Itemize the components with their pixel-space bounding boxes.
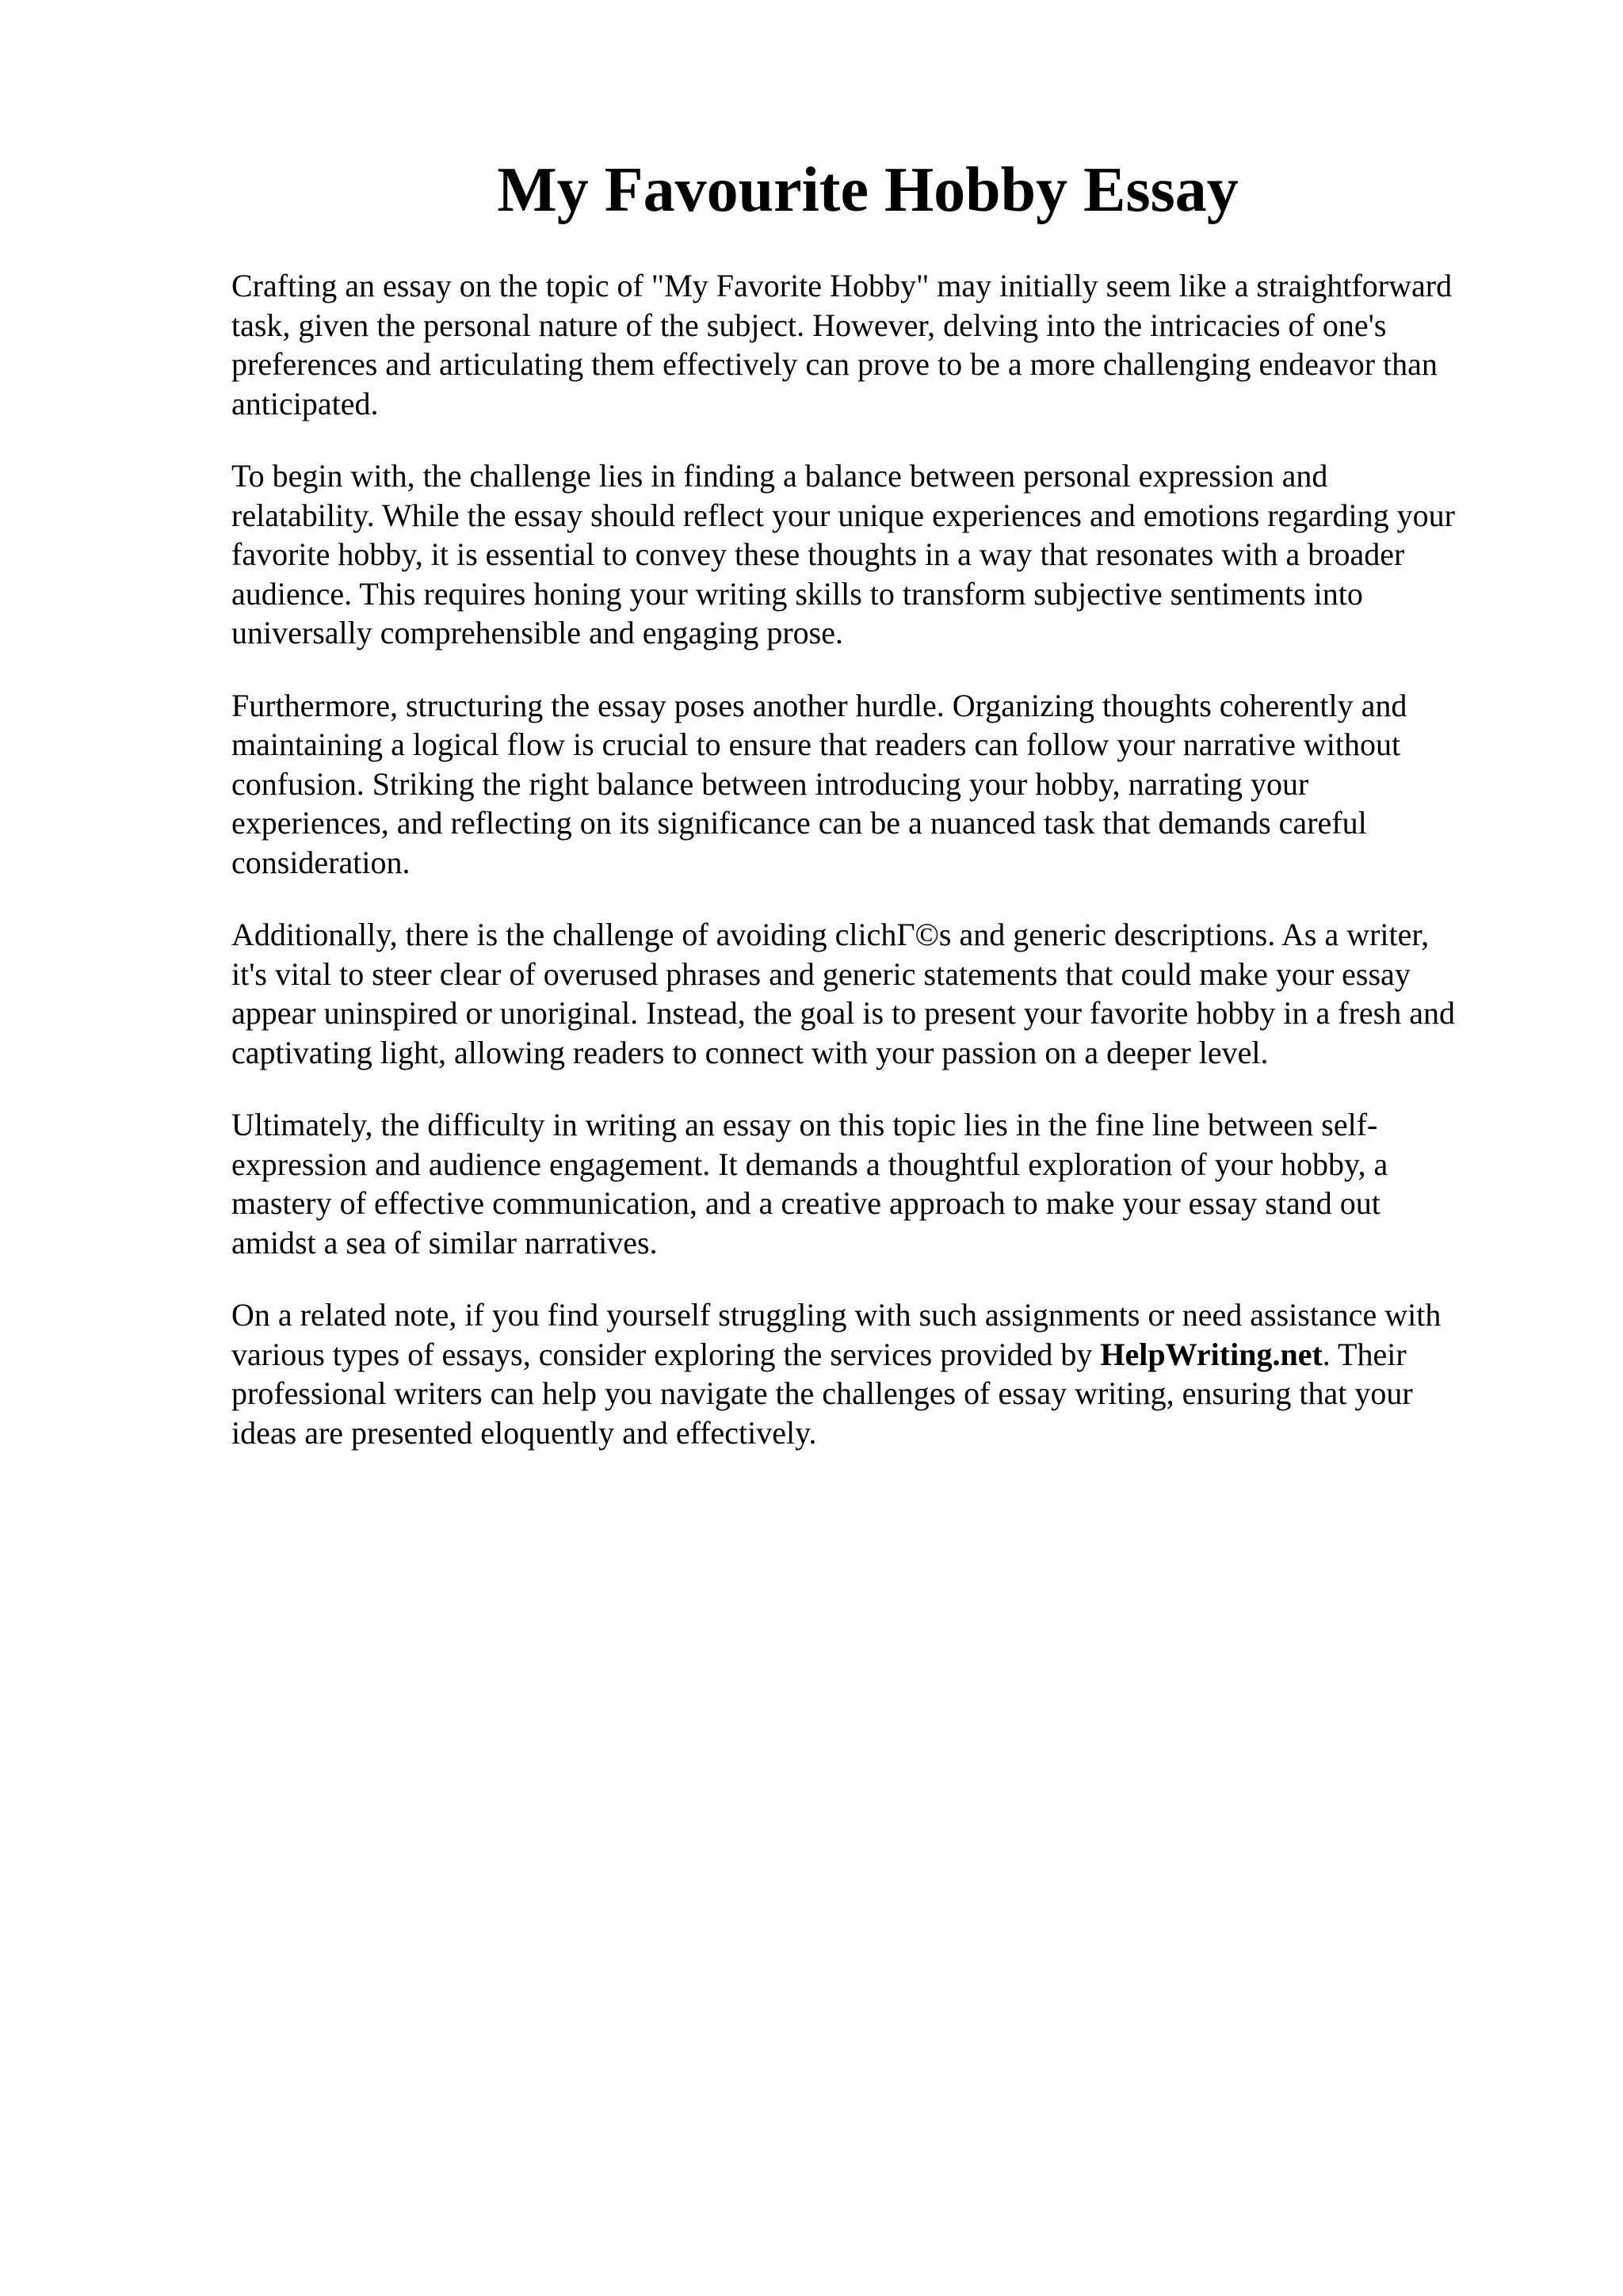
text-segment: various types of essays, consider exploring the services provided by (231, 1336, 1101, 1372)
text-line: experiences, and reflecting on its significance can be a nuanced task that demands careful (231, 805, 1367, 841)
text-line: preferences and articulating them effectively can prove to be a more challenging endeavor than (231, 346, 1438, 382)
text-line: ideas are presented eloquently and effectively. (231, 1414, 817, 1451)
paragraph-4 (231, 915, 1507, 1072)
paragraph-6 (231, 1295, 1507, 1452)
text-line: On a related note, if you find yourself struggling with such assignments or need assistance with (231, 1297, 1442, 1333)
paragraph-1 (231, 266, 1507, 423)
text-line: favorite hobby, it is essential to convey these thoughts in a way that resonates with a broader (231, 536, 1405, 572)
text-line: captivating light, allowing readers to connect with your passion on a deeper level. (231, 1034, 1269, 1070)
text-line: task, given the personal nature of the subject. However, delving into the intricacies of one's (231, 307, 1387, 343)
text-line: it's vital to steer clear of overused phrases and generic statements that could make your essay (231, 955, 1411, 992)
text-line: audience. This requires honing your writing skills to transform subjective sentiments into (231, 575, 1363, 612)
text-line: universally comprehensible and engaging prose. (231, 615, 843, 650)
text-line: Additionally, there is the challenge of avoiding clichΓ©s and generic descriptions. As a writer, (231, 917, 1430, 952)
text-line: professional writers can help you navigate the challenges of essay writing, ensuring that your (231, 1375, 1413, 1411)
text-line: To begin with, the challenge lies in finding a balance between personal expression and (231, 458, 1328, 494)
text-line: relatability. While the essay should reflect your unique experiences and emotions regarding your (231, 497, 1455, 533)
text-line: appear uninspired or unoriginal. Instead, the goal is to present your favorite hobby in a fresh and (231, 995, 1456, 1031)
text-line: amidst a sea of similar narratives. (231, 1224, 658, 1261)
text-line: Crafting an essay on the topic of "My Favorite Hobby" may initially seem like a straightforward (231, 268, 1453, 303)
text-line: Ultimately, the difficulty in writing an essay on this topic lies in the fine line between self- (231, 1107, 1378, 1142)
page-title: My Favourite Hobby Essay (497, 155, 1239, 225)
paragraph-2 (231, 456, 1507, 653)
text-line: Furthermore, structuring the essay poses another hurdle. Organizing thoughts coherently and (231, 687, 1407, 723)
essay-body (231, 266, 1507, 1486)
text-line: maintaining a logical flow is crucial to ensure that readers can follow your narrative without (231, 727, 1401, 762)
paragraph-3 (231, 686, 1507, 883)
text-line: mastery of effective communication, and a creative approach to make your essay stand out (231, 1185, 1381, 1221)
text-line: anticipated. (231, 385, 379, 421)
text-line: expression and audience engagement. It demands a thoughtful exploration of your hobby, a (231, 1146, 1388, 1182)
text-line: consideration. (231, 844, 411, 880)
text-segment: . Their (1322, 1336, 1407, 1372)
text-line: confusion. Striking the right balance between introducing your hobby, narrating your (231, 765, 1309, 802)
paragraph-5 (231, 1105, 1507, 1262)
text-line (231, 1335, 1507, 1375)
brand-link[interactable]: HelpWriting.net (1100, 1336, 1323, 1372)
